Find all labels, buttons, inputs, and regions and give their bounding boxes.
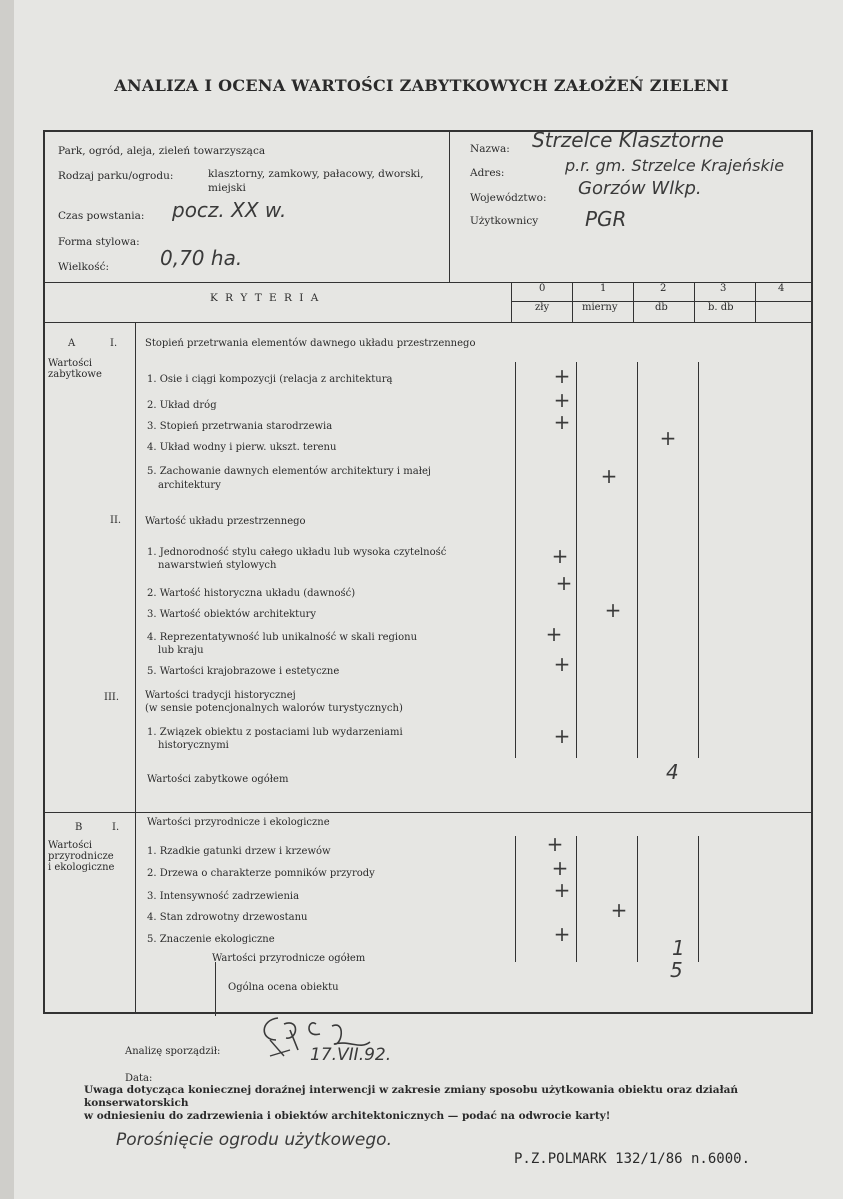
a-total-value: 4 xyxy=(666,760,679,784)
note-line-1: Uwaga dotycząca koniecznej doraźnej interwencji w zakresie zmiany sposobu użytkowania obiektu oraz działań konserwatorskich xyxy=(84,1084,739,1109)
score-word-2: db xyxy=(655,302,668,313)
a-row-1: 1. Osie i ciągi kompozycji (relacja z architekturą xyxy=(147,374,393,385)
a-mark-4: + xyxy=(659,426,677,450)
section-b-letter: B xyxy=(75,822,83,833)
name-label: Nazwa: xyxy=(470,143,510,155)
prepared-label: Analizę sporządził: xyxy=(125,1046,221,1057)
a-row-9-b: lub kraju xyxy=(158,645,204,656)
score-word-1: mierny xyxy=(582,302,618,313)
users-value: PGR xyxy=(585,207,627,231)
a-row-4: 4. Układ wodny i pierw. ukszt. terenu xyxy=(147,442,337,453)
date-value: 17.VII.92. xyxy=(310,1045,392,1065)
score-4: 4 xyxy=(778,283,785,294)
note-line-2: w odniesieniu do zadrzewienia i obiektów architektonicznych — podać na odwrocie karty! xyxy=(84,1110,611,1122)
a-row-6: 1. Jednorodność stylu całego układu lub wysoka czytelność xyxy=(147,547,447,558)
section-a-roman-1: I. xyxy=(110,338,118,349)
evaluation-form xyxy=(43,130,813,1014)
kind-label: Rodzaj parku/ogrodu: xyxy=(58,170,174,182)
b-row-3: 3. Intensywność zadrzewienia xyxy=(147,891,300,902)
score-2: 2 xyxy=(660,283,667,294)
object-type-line: Park, ogród, aleja, zieleń towarzysząca xyxy=(58,145,266,157)
section-b-title: Wartości przyrodnicze i ekologiczne xyxy=(147,817,330,828)
section-a-group-1: Stopień przetrwania elementów dawnego układu przestrzennego xyxy=(145,338,476,349)
created-value: pocz. XX w. xyxy=(172,198,287,222)
document-title: ANALIZA I OCENA WARTOŚCI ZABYTKOWYCH ZAŁOŻEŃ ZIELENI xyxy=(114,76,729,95)
a-mark-3: + xyxy=(553,410,571,434)
score-1: 1 xyxy=(600,283,607,294)
section-a-roman-2: II. xyxy=(110,515,122,526)
b-row-1: 1. Rzadkie gatunki drzew i krzewów xyxy=(147,846,331,857)
size-value: 0,70 ha. xyxy=(160,246,243,270)
section-a-letter: A xyxy=(68,338,76,349)
name-value: Strzelce Klasztorne xyxy=(532,128,724,152)
b-mark-3: + xyxy=(553,878,571,902)
print-code: P.Z.POLMARK 132/1/86 n.6000. xyxy=(514,1151,751,1167)
score-word-3: b. db xyxy=(708,302,734,313)
b-mark-5: + xyxy=(553,922,571,946)
a-mark-5: + xyxy=(600,464,618,488)
a-mark-8: + xyxy=(604,598,622,622)
a-mark-6: + xyxy=(551,544,569,568)
voivodeship-value: Gorzów Wlkp. xyxy=(578,178,702,199)
b-row-2: 2. Drzewa o charakterze pomników przyrody xyxy=(147,868,375,879)
size-label: Wielkość: xyxy=(58,261,110,273)
section-a-name: Wartości zabytkowe xyxy=(48,358,102,380)
score-word-0: zły xyxy=(535,302,550,313)
created-label: Czas powstania: xyxy=(58,210,145,222)
a-mark-1: + xyxy=(553,364,571,388)
a-row-9: 4. Reprezentatywność lub unikalność w skali regionu xyxy=(147,632,418,643)
section-a-group-3-sub: (w sensie potencjonalnych walorów turystycznych) xyxy=(145,703,403,714)
a-row-3: 3. Stopień przetrwania starodrzewia xyxy=(147,421,333,432)
b-mark-2: + xyxy=(551,856,569,880)
a-row-10: 5. Wartości krajobrazowe i estetyczne xyxy=(147,666,340,677)
b-mark-4: + xyxy=(610,898,628,922)
a-row-11-b: historycznymi xyxy=(158,740,229,751)
page-edge xyxy=(0,0,14,1199)
section-a-group-2: Wartość układu przestrzennego xyxy=(145,516,306,527)
a-row-11: 1. Związek obiektu z postaciami lub wydarzeniami xyxy=(147,727,403,738)
address-value: p.r. gm. Strzelce Krajeńskie xyxy=(565,156,785,175)
b-row-5: 5. Znaczenie ekologiczne xyxy=(147,934,275,945)
a-mark-10: + xyxy=(553,652,571,676)
date-label: Data: xyxy=(125,1073,153,1084)
b-total-label: Wartości przyrodnicze ogółem xyxy=(212,953,366,964)
section-b-roman: I. xyxy=(112,822,120,833)
score-3: 3 xyxy=(720,283,727,294)
users-label: Użytkownicy xyxy=(470,215,539,227)
b-mark-1: + xyxy=(546,832,564,856)
handwritten-note: Porośnięcie ogrodu użytkowego. xyxy=(116,1130,392,1150)
a-mark-9: + xyxy=(545,622,563,646)
a-row-8: 3. Wartość obiektów architektury xyxy=(147,609,317,620)
section-b-name: Wartości przyrodnicze i ekologiczne xyxy=(48,840,115,873)
a-mark-2: + xyxy=(553,388,571,412)
b-row-4: 4. Stan zdrowotny drzewostanu xyxy=(147,912,308,923)
overall-label: Ogólna ocena obiektu xyxy=(228,982,339,993)
style-label: Forma stylowa: xyxy=(58,236,140,248)
a-mark-11: + xyxy=(553,724,571,748)
a-row-6-b: nawarstwień stylowych xyxy=(158,560,277,571)
kind-options-2: miejski xyxy=(208,182,246,194)
section-a-group-3: Wartości tradycji historycznej xyxy=(145,690,296,701)
criteria-header: K R Y T E R I A xyxy=(210,292,321,304)
a-mark-7: + xyxy=(555,571,573,595)
a-total-label: Wartości zabytkowe ogółem xyxy=(147,774,289,785)
a-row-2: 2. Układ dróg xyxy=(147,400,217,411)
address-label: Adres: xyxy=(470,167,505,179)
overall-value: 5 xyxy=(670,958,683,982)
score-0: 0 xyxy=(539,283,546,294)
a-row-7: 2. Wartość historyczna układu (dawność) xyxy=(147,588,356,599)
a-row-5: 5. Zachowanie dawnych elementów architektury i małej xyxy=(147,466,431,477)
a-row-5-b: architektury xyxy=(158,480,221,491)
b-total-value: 1 xyxy=(672,936,685,960)
kind-options: klasztorny, zamkowy, pałacowy, dworski, xyxy=(208,168,424,180)
voivodeship-label: Województwo: xyxy=(470,192,547,204)
section-a-roman-3: III. xyxy=(104,692,120,703)
